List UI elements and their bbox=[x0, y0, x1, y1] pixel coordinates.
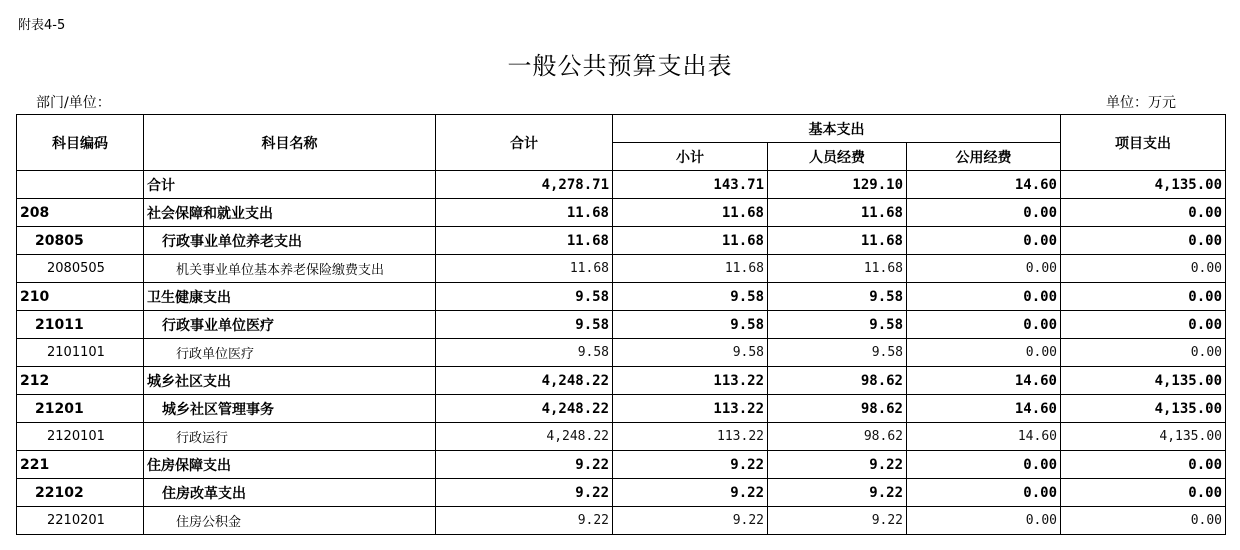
cell-public: 0.00 bbox=[907, 227, 1061, 255]
appendix-label: 附表4-5 bbox=[18, 18, 66, 33]
cell-public: 14.60 bbox=[907, 367, 1061, 395]
cell-subtotal: 11.68 bbox=[613, 199, 768, 227]
cell-public: 0.00 bbox=[907, 255, 1061, 283]
cell-code bbox=[17, 171, 144, 199]
cell-personnel: 9.58 bbox=[768, 339, 907, 367]
budget-expenditure-table bbox=[16, 114, 1226, 535]
cell-name: 住房保障支出 bbox=[144, 451, 436, 479]
cell-code: 210 bbox=[17, 283, 144, 311]
cell-subtotal: 9.58 bbox=[613, 283, 768, 311]
cell-code: 22102 bbox=[17, 479, 144, 507]
cell-public: 0.00 bbox=[907, 451, 1061, 479]
cell-subtotal: 11.68 bbox=[613, 227, 768, 255]
cell-name: 城乡社区支出 bbox=[144, 367, 436, 395]
cell-name: 城乡社区管理事务 bbox=[144, 395, 436, 423]
cell-subtotal: 113.22 bbox=[613, 395, 768, 423]
cell-personnel: 9.22 bbox=[768, 451, 907, 479]
cell-name: 住房公积金 bbox=[144, 507, 436, 535]
cell-total: 9.22 bbox=[436, 451, 613, 479]
cell-total: 9.22 bbox=[436, 507, 613, 535]
cell-project: 0.00 bbox=[1061, 227, 1226, 255]
cell-public: 0.00 bbox=[907, 199, 1061, 227]
cell-personnel: 11.68 bbox=[768, 199, 907, 227]
cell-subtotal: 113.22 bbox=[613, 367, 768, 395]
cell-code: 2101101 bbox=[17, 339, 144, 367]
cell-total: 4,248.22 bbox=[436, 367, 613, 395]
cell-project: 0.00 bbox=[1061, 339, 1226, 367]
cell-name: 行政运行 bbox=[144, 423, 436, 451]
table-row bbox=[17, 311, 1226, 339]
cell-code: 221 bbox=[17, 451, 144, 479]
table-row bbox=[17, 171, 1226, 199]
cell-code: 20805 bbox=[17, 227, 144, 255]
cell-subtotal: 11.68 bbox=[613, 255, 768, 283]
cell-total: 9.58 bbox=[436, 283, 613, 311]
cell-project: 0.00 bbox=[1061, 451, 1226, 479]
cell-name: 行政事业单位养老支出 bbox=[144, 227, 436, 255]
cell-project: 0.00 bbox=[1061, 199, 1226, 227]
table-row bbox=[17, 227, 1226, 255]
cell-personnel: 9.22 bbox=[768, 507, 907, 535]
cell-code: 2080505 bbox=[17, 255, 144, 283]
cell-subtotal: 9.58 bbox=[613, 339, 768, 367]
cell-name: 行政单位医疗 bbox=[144, 339, 436, 367]
cell-name: 机关事业单位基本养老保险缴费支出 bbox=[144, 255, 436, 283]
cell-code: 21201 bbox=[17, 395, 144, 423]
department-label: 部门/单位： bbox=[36, 95, 111, 111]
cell-subtotal: 9.22 bbox=[613, 451, 768, 479]
cell-public: 0.00 bbox=[907, 311, 1061, 339]
cell-personnel: 98.62 bbox=[768, 423, 907, 451]
cell-public: 0.00 bbox=[907, 479, 1061, 507]
cell-code: 2120101 bbox=[17, 423, 144, 451]
header-personnel: 人员经费 bbox=[768, 143, 907, 171]
cell-total: 4,278.71 bbox=[436, 171, 613, 199]
header-subtotal: 小计 bbox=[613, 143, 768, 171]
cell-total: 4,248.22 bbox=[436, 395, 613, 423]
cell-project: 0.00 bbox=[1061, 479, 1226, 507]
cell-public: 14.60 bbox=[907, 395, 1061, 423]
cell-personnel: 11.68 bbox=[768, 227, 907, 255]
table-row bbox=[17, 395, 1226, 423]
cell-total: 4,248.22 bbox=[436, 423, 613, 451]
header-name: 科目名称 bbox=[144, 115, 436, 171]
page-title: 一般公共预算支出表 bbox=[507, 52, 733, 80]
header-project: 项目支出 bbox=[1061, 115, 1226, 171]
cell-public: 14.60 bbox=[907, 423, 1061, 451]
cell-total: 11.68 bbox=[436, 199, 613, 227]
cell-project: 4,135.00 bbox=[1061, 395, 1226, 423]
table-row bbox=[17, 255, 1226, 283]
cell-public: 0.00 bbox=[907, 339, 1061, 367]
cell-code: 21011 bbox=[17, 311, 144, 339]
header-public: 公用经费 bbox=[907, 143, 1061, 171]
cell-subtotal: 9.22 bbox=[613, 507, 768, 535]
table-row bbox=[17, 423, 1226, 451]
cell-name: 行政事业单位医疗 bbox=[144, 311, 436, 339]
cell-personnel: 11.68 bbox=[768, 255, 907, 283]
cell-project: 4,135.00 bbox=[1061, 367, 1226, 395]
cell-personnel: 98.62 bbox=[768, 395, 907, 423]
cell-personnel: 129.10 bbox=[768, 171, 907, 199]
table-row bbox=[17, 367, 1226, 395]
cell-name: 住房改革支出 bbox=[144, 479, 436, 507]
cell-subtotal: 9.58 bbox=[613, 311, 768, 339]
cell-subtotal: 143.71 bbox=[613, 171, 768, 199]
cell-total: 11.68 bbox=[436, 227, 613, 255]
cell-project: 0.00 bbox=[1061, 283, 1226, 311]
header-total: 合计 bbox=[436, 115, 613, 171]
cell-project: 4,135.00 bbox=[1061, 423, 1226, 451]
header-basic: 基本支出 bbox=[613, 115, 1061, 143]
cell-name: 社会保障和就业支出 bbox=[144, 199, 436, 227]
table-row bbox=[17, 283, 1226, 311]
cell-public: 14.60 bbox=[907, 171, 1061, 199]
cell-name: 卫生健康支出 bbox=[144, 283, 436, 311]
cell-public: 0.00 bbox=[907, 507, 1061, 535]
cell-code: 212 bbox=[17, 367, 144, 395]
cell-personnel: 9.58 bbox=[768, 283, 907, 311]
cell-total: 9.58 bbox=[436, 311, 613, 339]
cell-code: 2210201 bbox=[17, 507, 144, 535]
table-row bbox=[17, 199, 1226, 227]
cell-personnel: 9.22 bbox=[768, 479, 907, 507]
header-row-1 bbox=[17, 115, 1226, 143]
header-code: 科目编码 bbox=[17, 115, 144, 171]
unit-label: 单位：万元 bbox=[1106, 95, 1176, 111]
cell-code: 208 bbox=[17, 199, 144, 227]
cell-personnel: 98.62 bbox=[768, 367, 907, 395]
cell-project: 0.00 bbox=[1061, 311, 1226, 339]
cell-total: 9.22 bbox=[436, 479, 613, 507]
cell-total: 9.58 bbox=[436, 339, 613, 367]
cell-subtotal: 9.22 bbox=[613, 479, 768, 507]
cell-total: 11.68 bbox=[436, 255, 613, 283]
table-row bbox=[17, 451, 1226, 479]
cell-name: 合计 bbox=[144, 171, 436, 199]
table-row bbox=[17, 507, 1226, 535]
table-row bbox=[17, 479, 1226, 507]
table-row bbox=[17, 339, 1226, 367]
cell-personnel: 9.58 bbox=[768, 311, 907, 339]
cell-subtotal: 113.22 bbox=[613, 423, 768, 451]
cell-project: 0.00 bbox=[1061, 255, 1226, 283]
cell-project: 4,135.00 bbox=[1061, 171, 1226, 199]
cell-public: 0.00 bbox=[907, 283, 1061, 311]
cell-project: 0.00 bbox=[1061, 507, 1226, 535]
